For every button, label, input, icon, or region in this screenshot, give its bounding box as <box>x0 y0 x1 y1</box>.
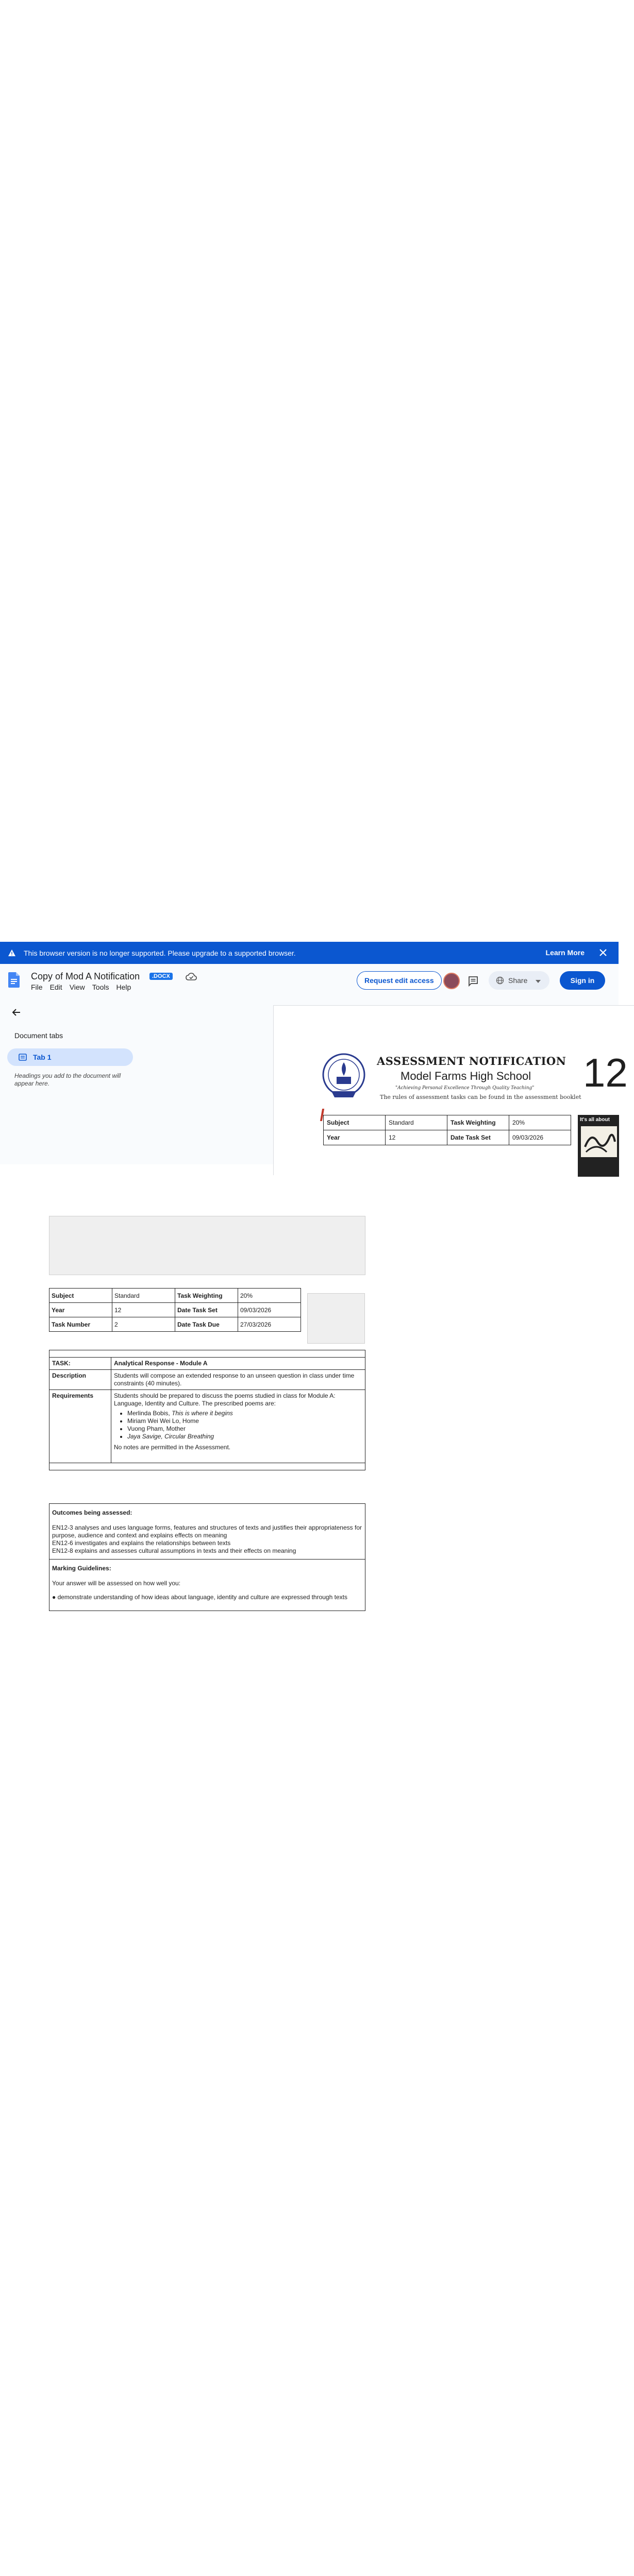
document-tabs-panel <box>0 994 273 1164</box>
poem-title: Circular Breathing <box>164 1433 214 1440</box>
outcome-item: EN12-6 investigates and explains the relationships between texts <box>52 1539 231 1547</box>
globe-icon <box>496 976 504 985</box>
school-motto: "Achieving Personal Excellence Through Quality Teaching" <box>395 1086 535 1091</box>
image-placeholder <box>307 1293 365 1344</box>
cloud-saved-icon[interactable] <box>186 972 197 981</box>
tab-icon <box>19 1054 27 1061</box>
table-cell: Date Task Due <box>175 1317 238 1332</box>
document-title[interactable]: Copy of Mod A Notification <box>31 971 140 981</box>
browser-warning-banner <box>0 942 619 964</box>
table-cell: Task Weighting <box>447 1115 509 1130</box>
table-cell: Standard <box>112 1289 175 1303</box>
table-cell: Subject <box>49 1289 112 1303</box>
year-number: 12 <box>583 1050 628 1095</box>
table-row <box>49 1317 301 1332</box>
assessment-title: ASSESSMENT NOTIFICATION <box>377 1055 566 1067</box>
header-image-placeholder <box>49 1216 365 1275</box>
table-row <box>49 1370 365 1390</box>
marking-point: ● demonstrate understanding of how ideas about language, identity and culture are expressed through texts <box>52 1594 347 1601</box>
requirements-label: Requirements <box>49 1390 111 1463</box>
table-cell: Standard <box>386 1115 447 1130</box>
table-row <box>49 1390 365 1463</box>
list-item <box>127 1417 362 1425</box>
outcome-item: EN12-8 explains and assesses cultural assumptions in texts and their effects on meaning <box>52 1547 296 1554</box>
back-arrow-icon[interactable] <box>11 1007 22 1018</box>
rules-note: The rules of assessment tasks can be found in the assessment booklet <box>380 1094 581 1100</box>
table-cell: 2 <box>112 1317 175 1332</box>
task-details-table <box>49 1350 365 1470</box>
table-cell: Task Weighting <box>175 1289 238 1303</box>
requirements-cell <box>111 1390 365 1463</box>
chevron-down-icon <box>536 976 541 985</box>
poem-list <box>127 1410 362 1440</box>
outcomes-block <box>49 1504 365 1559</box>
table-cell: Date Task Set <box>175 1303 238 1317</box>
table-cell: Subject <box>324 1115 386 1130</box>
table-row <box>49 1463 365 1470</box>
learn-more-link[interactable]: Learn More <box>545 948 585 957</box>
table-cell: 20% <box>238 1289 301 1303</box>
table-cell: 09/03/2026 <box>238 1303 301 1317</box>
table-row <box>324 1115 571 1130</box>
docs-logo-icon[interactable] <box>8 972 20 988</box>
docx-badge: .DOCX <box>149 973 173 980</box>
poem-author: Merlinda Bobis, <box>127 1410 170 1417</box>
list-item <box>127 1425 362 1433</box>
menu-help[interactable]: Help <box>116 983 131 991</box>
document-page <box>273 1005 634 1175</box>
poem-author: Vuong Pham, <box>127 1425 165 1432</box>
menu-tools[interactable]: Tools <box>92 983 109 991</box>
table-cell: 09/03/2026 <box>509 1130 571 1145</box>
menu-view[interactable]: View <box>69 983 85 991</box>
poem-author: Miriam Wei Wei Lo, <box>127 1417 181 1425</box>
table-cell: 12 <box>112 1303 175 1317</box>
table-row <box>49 1289 301 1303</box>
task-info-table <box>49 1288 301 1332</box>
table-cell: Year <box>49 1303 112 1317</box>
table-cell: 20% <box>509 1115 571 1130</box>
list-item <box>127 1410 362 1417</box>
share-label: Share <box>508 976 528 985</box>
outcomes-heading: Outcomes being assessed: <box>52 1509 132 1516</box>
share-button[interactable] <box>489 971 549 990</box>
list-item <box>127 1433 362 1440</box>
outcomes-section <box>49 1503 365 1611</box>
task-value: Analytical Response - Module A <box>111 1358 365 1370</box>
table-row <box>49 1350 365 1358</box>
marking-intro: Your answer will be assessed on how well you: <box>52 1580 181 1587</box>
docs-header <box>0 964 619 994</box>
poem-title: Mother <box>166 1425 186 1432</box>
table-cell <box>49 1350 365 1358</box>
menu-bar <box>31 983 131 991</box>
poem-title: Home <box>182 1417 199 1425</box>
preview-info-table <box>323 1115 571 1145</box>
marking-block <box>49 1559 365 1611</box>
outcome-item: EN12-3 analyses and uses language forms, features and structures of texts and justifies their appropriateness for purpose, audience and context and explains effects on meaning <box>52 1524 362 1539</box>
module-image-caption: It's all about <box>580 1117 610 1123</box>
table-row <box>49 1303 301 1317</box>
module-image <box>578 1115 619 1177</box>
poem-title: This is where it begins <box>172 1410 233 1417</box>
blank-area <box>0 0 619 942</box>
avatar[interactable] <box>443 973 460 989</box>
requirements-note: No notes are permitted in the Assessment. <box>114 1444 231 1451</box>
table-cell: Task Number <box>49 1317 112 1332</box>
task-label: TASK: <box>49 1358 111 1370</box>
table-cell <box>49 1463 365 1470</box>
description-label: Description <box>49 1370 111 1390</box>
requirements-intro: Students should be prepared to discuss the poems studied in class for Module A: Language, Identity and Culture. The prescribed poems are: <box>114 1392 336 1407</box>
school-name: Model Farms High School <box>401 1070 531 1082</box>
banner-message: This browser version is no longer supported. Please upgrade to a supported browser. <box>24 948 296 957</box>
module-image-art <box>581 1126 617 1157</box>
table-cell: Date Task Set <box>447 1130 509 1145</box>
request-edit-access-button[interactable]: Request edit access <box>357 971 442 990</box>
school-crest-icon <box>321 1052 366 1101</box>
marking-heading: Marking Guidelines: <box>52 1565 111 1572</box>
comment-icon[interactable] <box>468 975 479 987</box>
table-row <box>324 1130 571 1145</box>
tab-label: Tab 1 <box>33 1053 52 1061</box>
editor-canvas[interactable] <box>273 994 628 1164</box>
menu-file[interactable]: File <box>31 983 43 991</box>
description-value: Students will compose an extended response to an unseen question in class under time constraints (40 minutes). <box>111 1370 365 1390</box>
poem-author: Jaya Savige, <box>127 1433 163 1440</box>
table-row <box>49 1358 365 1370</box>
sign-in-button[interactable]: Sign in <box>560 971 605 990</box>
warning-icon <box>7 948 16 958</box>
tab-item-tab-1[interactable] <box>7 1048 133 1066</box>
menu-edit[interactable]: Edit <box>49 983 62 991</box>
table-cell: 12 <box>386 1130 447 1145</box>
headings-note: Headings you add to the document will appear here. <box>14 1072 121 1087</box>
table-cell: 27/03/2026 <box>238 1317 301 1332</box>
table-cell: Year <box>324 1130 386 1145</box>
document-tabs-heading: Document tabs <box>14 1031 63 1040</box>
close-icon[interactable] <box>597 946 609 959</box>
